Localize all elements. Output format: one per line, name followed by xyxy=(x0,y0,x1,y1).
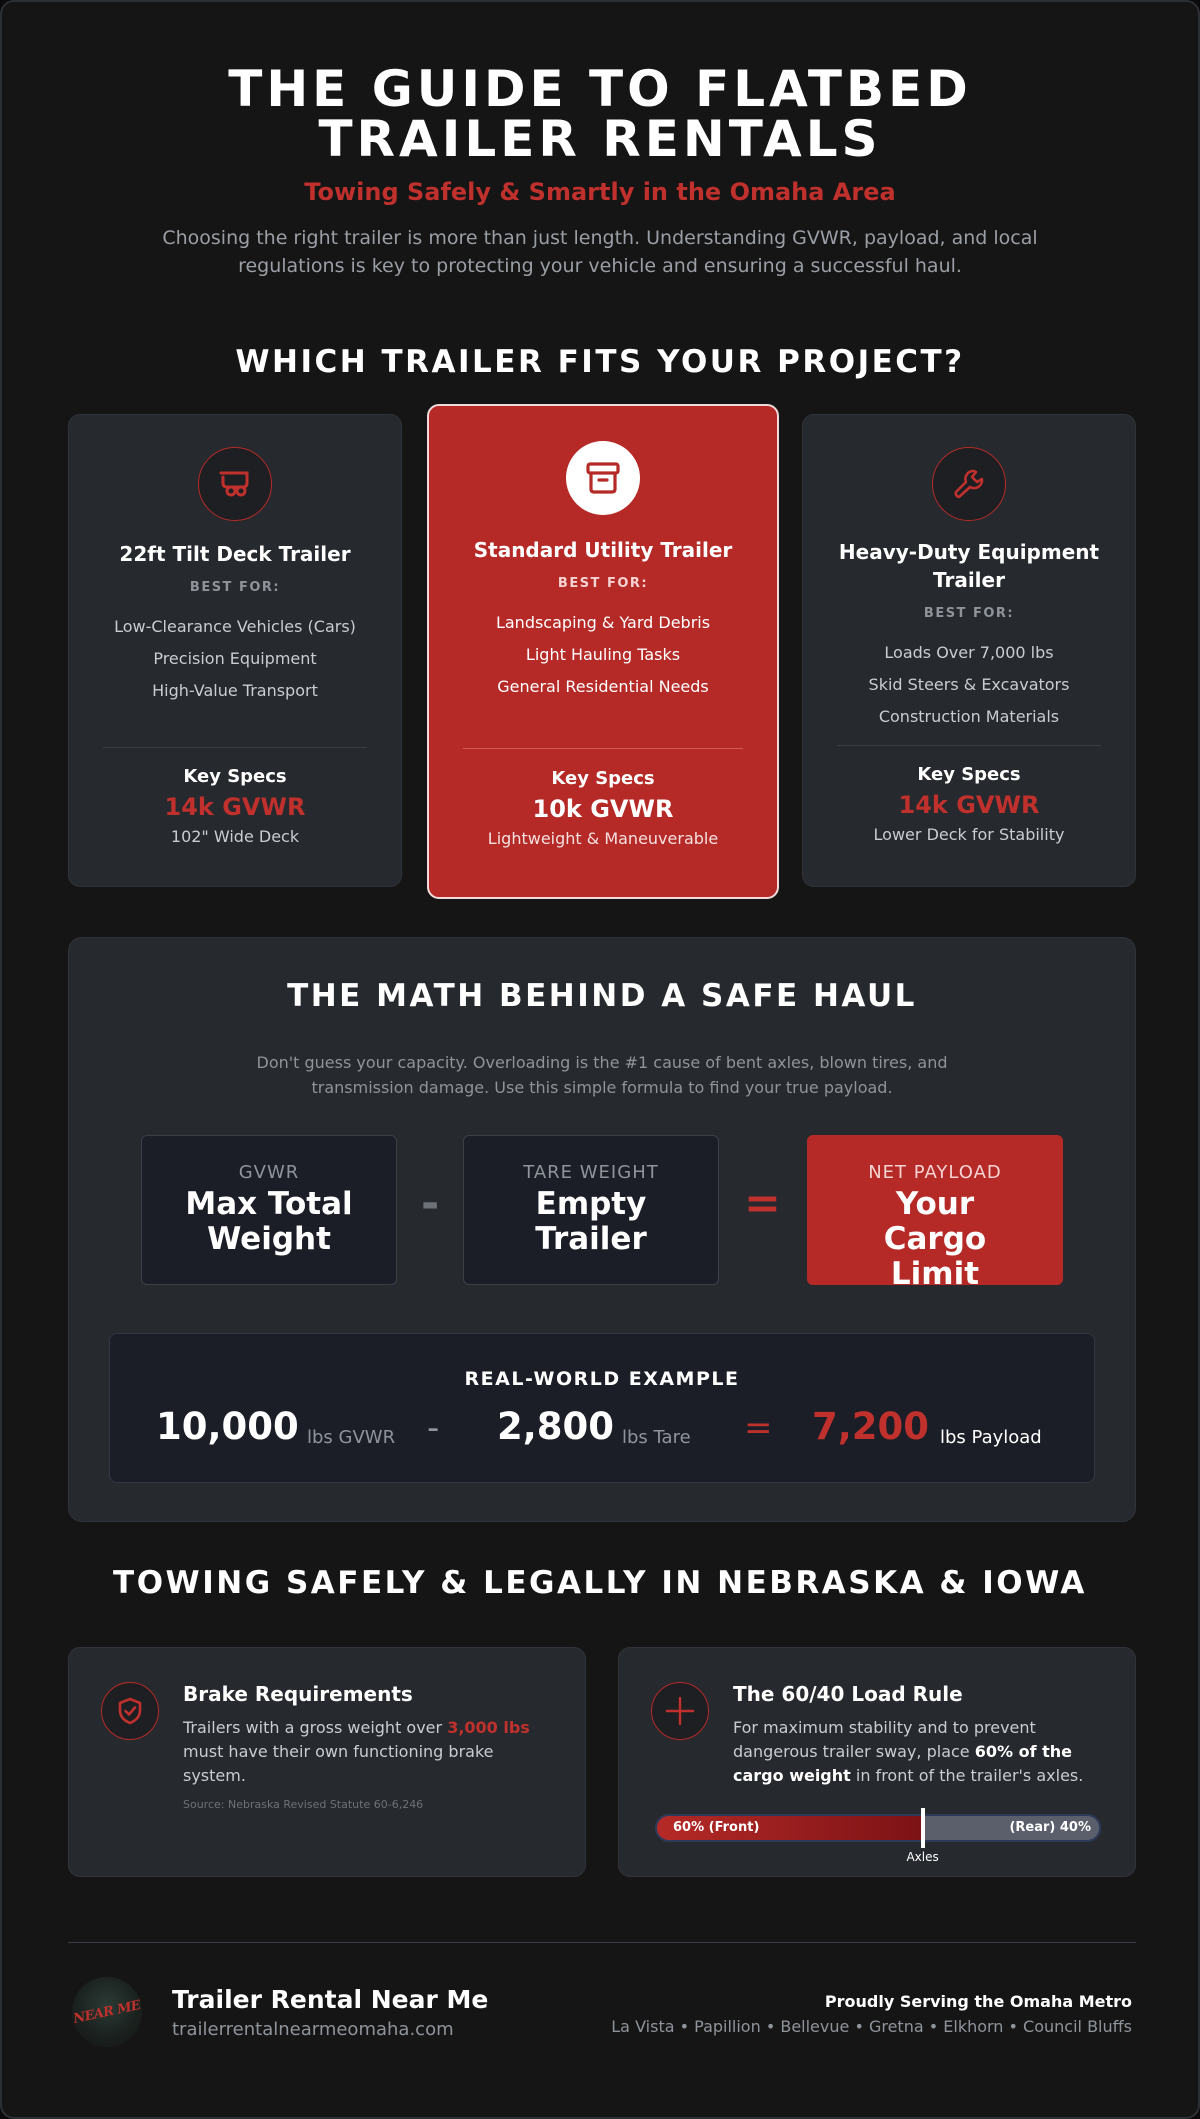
fit-section-title: WHICH TRAILER FITS YOUR PROJECT? xyxy=(235,344,965,380)
front-load-label: 60% (Front) xyxy=(673,1820,760,1835)
brake-weight-highlight: 3,000 lbs xyxy=(447,1718,530,1737)
list-item: Landscaping & Yard Debris xyxy=(495,613,711,632)
payload-value: Your Cargo Limit xyxy=(883,1186,987,1292)
page-title: THE GUIDE TO FLATBED TRAILER RENTALS xyxy=(228,60,972,168)
math-section xyxy=(68,937,1136,1522)
trailer-name: Heavy-Duty Equipment Trailer xyxy=(838,540,1100,592)
brake-title: Brake Requirements xyxy=(183,1682,413,1706)
gvwr-label: GVWR xyxy=(238,1162,300,1183)
logo-text: NEAR ME xyxy=(72,1997,142,2027)
axles-label: Axles xyxy=(906,1850,939,1864)
tare-label: TARE WEIGHT xyxy=(523,1162,659,1183)
trailer-name: 22ft Tilt Deck Trailer xyxy=(119,542,351,566)
list-item: Skid Steers & Excavators xyxy=(868,675,1070,694)
key-specs-label: Key Specs xyxy=(551,768,655,789)
load-rule-title: The 60/40 Load Rule xyxy=(733,1682,963,1706)
gvwr-value: 14k GVWR xyxy=(164,793,306,821)
list-item: Low-Clearance Vehicles (Cars) xyxy=(114,617,356,636)
trailer-cards xyxy=(2,406,1198,926)
hero-intro: Choosing the right trailer is more than just length. Understanding GVWR, payload, and local regulations is key to protecting your vehicle and ensuring a successful haul. xyxy=(162,227,1038,277)
brake-text-start: Trailers with a gross weight over xyxy=(183,1718,448,1737)
example-tare: 2,800 xyxy=(497,1405,615,1448)
box-icon xyxy=(566,441,640,515)
trailer-card-utility xyxy=(427,404,779,899)
brand-url[interactable]: trailerrentalnearmeomaha.com xyxy=(172,2019,454,2040)
example-payload: 7,200 xyxy=(812,1405,930,1448)
brand-logo xyxy=(72,1977,142,2047)
plus-icon xyxy=(651,1682,709,1740)
divider xyxy=(463,748,743,749)
divider xyxy=(837,745,1101,746)
math-section-title: THE MATH BEHIND A SAFE HAUL xyxy=(287,978,917,1014)
list-item: Construction Materials xyxy=(878,707,1060,726)
divider xyxy=(103,747,367,748)
brake-text-end: must have their own functioning brake system. xyxy=(183,1742,494,1785)
footer-divider xyxy=(68,1942,1136,1943)
key-specs-label: Key Specs xyxy=(917,764,1021,785)
rear-load-label: (Rear) 40% xyxy=(1009,1820,1091,1835)
best-for-label: BEST FOR: xyxy=(189,580,281,595)
tare-value: Empty Trailer xyxy=(535,1186,647,1257)
trailer-name: Standard Utility Trailer xyxy=(473,538,733,562)
gvwr-value: 14k GVWR xyxy=(898,791,1040,819)
list-item: General Residential Needs xyxy=(497,677,709,696)
example-gvwr: 10,000 xyxy=(156,1405,299,1448)
example-tare-unit: lbs Tare xyxy=(622,1427,691,1448)
payload-box xyxy=(807,1135,1063,1292)
gvwr-value: Max Total Weight xyxy=(185,1186,353,1257)
tare-box xyxy=(463,1135,719,1285)
shield-check-icon xyxy=(101,1682,159,1740)
example-gvwr-unit: lbs GVWR xyxy=(307,1427,396,1448)
list-item: Precision Equipment xyxy=(153,649,317,668)
gvwr-box xyxy=(141,1135,397,1285)
example-equation xyxy=(110,1406,1094,1456)
hero xyxy=(2,2,1198,280)
load-rule-card xyxy=(618,1647,1136,1877)
load-rule-highlight: 60% of the cargo weight xyxy=(733,1742,1073,1785)
load-rule-text-end: in front of the trailer's axles. xyxy=(850,1766,1084,1785)
load-rule-text-start: For maximum stability and to prevent dangerous trailer sway, place xyxy=(733,1718,1036,1761)
axle-marker xyxy=(921,1808,925,1848)
example-payload-unit: lbs Payload xyxy=(940,1427,1042,1448)
load-rule-text xyxy=(733,1716,1113,1788)
list-item: Loads Over 7,000 lbs xyxy=(884,643,1054,662)
service-cities: La Vista • Papillion • Bellevue • Gretna • Elkhorn • Council Bluffs xyxy=(611,2017,1132,2036)
spec-note: Lower Deck for Stability xyxy=(873,825,1065,844)
example-title: REAL-WORLD EXAMPLE xyxy=(464,1368,740,1390)
gvwr-value: 10k GVWR xyxy=(532,795,674,823)
payload-label: NET PAYLOAD xyxy=(868,1162,1002,1183)
spec-note: 102" Wide Deck xyxy=(170,827,300,846)
brand-name: Trailer Rental Near Me xyxy=(172,1985,489,2014)
key-specs-label: Key Specs xyxy=(183,766,287,787)
brake-source: Source: Nebraska Revised Statute 60-6,246 xyxy=(183,1798,424,1811)
trailer-card-tilt-deck xyxy=(68,414,402,887)
wrench-icon xyxy=(932,447,1006,521)
spec-note: Lightweight & Maneuverable xyxy=(487,829,719,848)
example-equals: = xyxy=(744,1408,773,1448)
list-item: High-Value Transport xyxy=(152,681,318,700)
best-for-label: BEST FOR: xyxy=(557,576,649,591)
legal-section-title: TOWING SAFELY & LEGALLY IN NEBRASKA & IOWA xyxy=(113,1565,1087,1601)
best-for-label: BEST FOR: xyxy=(923,606,1015,621)
service-area-heading: Proudly Serving the Omaha Metro xyxy=(824,1992,1132,2011)
page-subtitle: Towing Safely & Smartly in the Omaha Area xyxy=(304,178,896,206)
minus-sign: - xyxy=(421,1178,440,1229)
use-list xyxy=(803,637,1135,733)
trailer-card-heavy-duty xyxy=(802,414,1136,887)
use-list xyxy=(69,611,401,707)
brake-requirements-card xyxy=(68,1647,586,1877)
list-item: Light Hauling Tasks xyxy=(525,645,681,664)
car-trailer-icon xyxy=(198,447,272,521)
equals-sign: = xyxy=(744,1178,781,1229)
load-distribution-bar xyxy=(655,1814,1101,1842)
example-minus: - xyxy=(427,1408,440,1448)
brake-text xyxy=(183,1716,553,1788)
use-list xyxy=(429,607,777,703)
real-world-example xyxy=(109,1333,1095,1483)
math-intro: Don't guess your capacity. Overloading is the #1 cause of bent axles, blown tires, and transmission damage. Use this simple formula to find your true payload. xyxy=(256,1053,948,1097)
